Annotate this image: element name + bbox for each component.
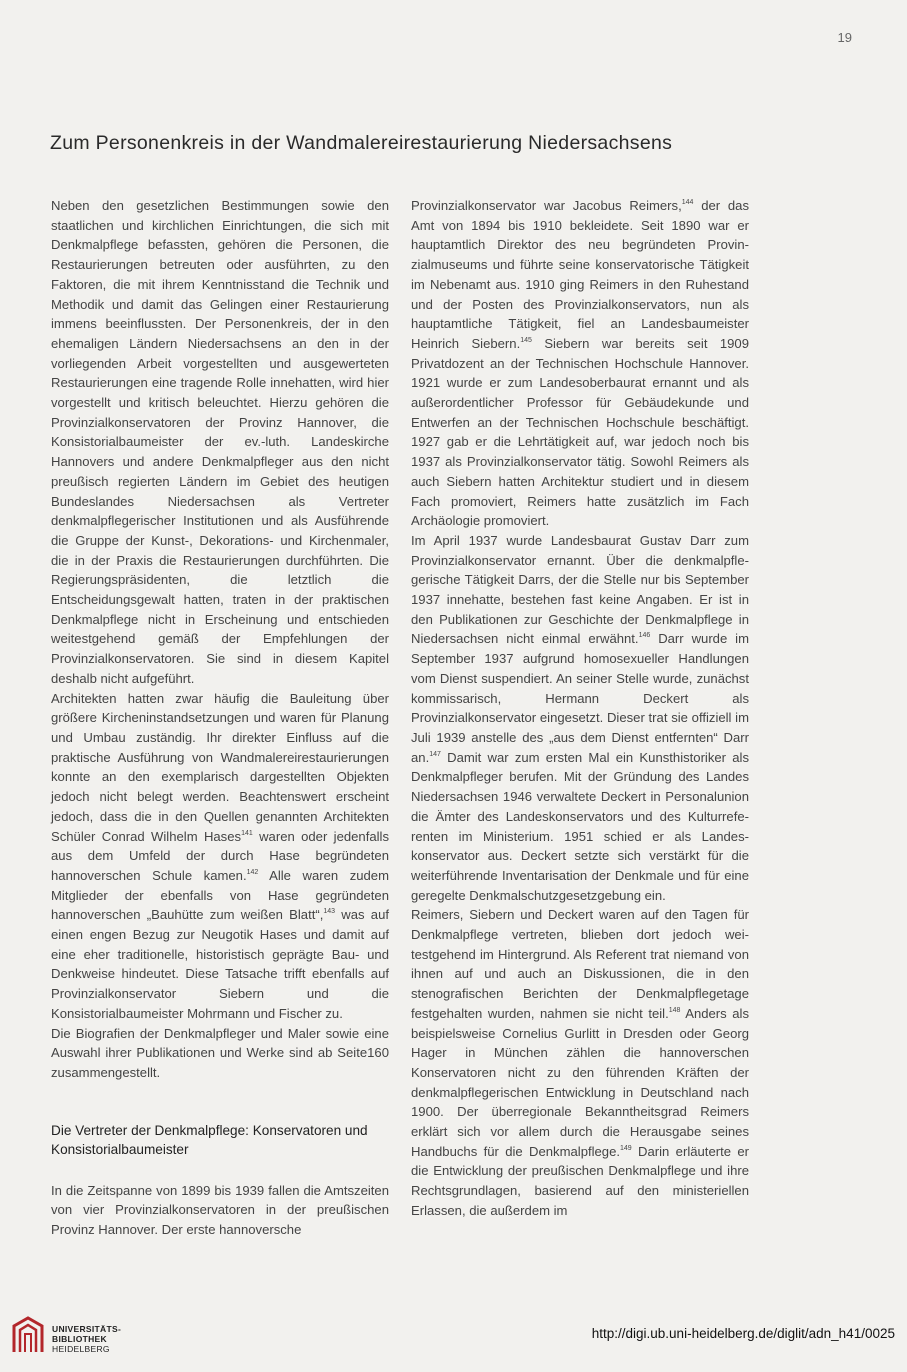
paragraph: Neben den gesetzlichen Bestimmungen sowie den staatlichen und kirchlichen Einrichtungen, die sich mit Denkmalpflege befassten, gehören die Personen, die Restaurierungen betreuten oder ausführten, zu den Faktoren, die mit ihrem Kenntnisstand die Technik und Methodik und damit das Gelingen einer Restaurierung immens beeinflussten. Der Personenkreis, der in den ehemaligen Ländern Niedersachsens an den in der vorliegenden Arbeit vorgestellten und ausgewerteten Restaurierungen eine tragende Rolle innehatten, wird hier vorgestellt und kritisch beleuchtet. Hierzu gehören die Provinzialkonservatoren der Provinz Hannover, die Konsistorialbaumeister der ev.-luth. Landeskirche Hannovers und andere Denkmalpfleger aus den nicht preußisch regierten Ländern im Gebiet des heutigen Bundeslandes Niedersachsen als Vertreter denkmalpflegerischer Institutionen und als Ausführende die Gruppe der Kunst-, Dekorations- und Kirchenmaler, die in der Praxis die Restaurierungen durchführten. Die Regierungspräsidenten, die letztlich die Entscheidungsgewalt hatten, traten in der praktischen Denkmalpflege nicht in Erscheinung und entschieden weitestgehend gemäß der Empfehlungen der Provinzialkonservatoren. Sie sind in diesem Kapitel deshalb nicht aufgeführt. bbox=[51, 198, 389, 686]
footnote-ref[interactable]: 148 bbox=[668, 1006, 681, 1014]
text: waren oder jedenfalls aus dem Umfeld der durch Hase begründeten hannoverschen Schule kamen. bbox=[51, 828, 389, 883]
footnote-ref[interactable]: 142 bbox=[246, 868, 259, 876]
page-title: Zum Personenkreis in der Wandmalereirestaurierung Niedersachsens bbox=[50, 132, 673, 154]
library-logo-icon bbox=[10, 1316, 46, 1356]
page-number: 19 bbox=[837, 30, 852, 45]
paragraph bbox=[411, 905, 749, 1220]
logo-line: UNIVERSITÄTS- bbox=[52, 1324, 122, 1334]
footnote-ref[interactable]: 141 bbox=[241, 829, 253, 837]
text: Provinzialkonservator war Jacobus Reimers, bbox=[411, 198, 682, 213]
text: Darin erläuterte er die Entwicklung der preußischen Denkmalpflege und ihre Rechtsgrundlagen, basierend auf den ministeriellen Erlassen, die außerdem im bbox=[411, 1143, 749, 1218]
text: Anders als beispielsweise Cornelius Gurlitt in Dresden oder Georg Hager in München zählen die hannoverschen Konservatoren nicht zu den führenden Kräften der denkmalpflegerischen Entwicklung in Deutschland nach 1900. Der überregionale Bekanntheitsgrad Reimers erklärt sich vor allem durch die Herausgabe seines Handbuchs für die Denkmalpflege. bbox=[411, 1005, 749, 1159]
footnote-ref[interactable]: 144 bbox=[681, 199, 694, 206]
text: Architekten hatten zwar häufig die Bauleitung über größere Kircheninstandsetzungen und waren für Planung und Umbau zuständig. Ihr direkter Einfluss auf die praktische Ausführung von Wandmalereirestaurierungen konnte an den exemplarisch dargestellten Objekten jedoch nicht belegt werden. Beachtenswert erscheint jedoch, dass die in den Quellen genannten Architekten Schüler Conrad Wilhelm Hases bbox=[51, 690, 389, 844]
footer bbox=[0, 1312, 907, 1372]
logo-line: HEIDELBERG bbox=[52, 1344, 110, 1354]
footnote-ref[interactable]: 143 bbox=[323, 908, 336, 916]
logo-line: BIBLIOTHEK bbox=[52, 1334, 107, 1344]
text: Alle waren zudem Mitglieder der ebenfalls von Hase gegründeten hannoverschen „Bauhütte zum weißen Blatt“, bbox=[51, 867, 389, 923]
text: Reimers, Siebern und Deckert waren auf den Tagen für Denkmalpflege vertreten, blieben dort jedoch weitestgehend im Hintergrund. Als Referent trat niemand von ihnen auf und auch an Diskussionen, die in den stenografischen Berichten der Denkmalpflegetage festgehalten wurden, nahmen sie nicht teil. bbox=[411, 907, 749, 1021]
footnote-ref[interactable]: 147 bbox=[429, 750, 441, 758]
paragraph bbox=[51, 689, 389, 1024]
paragraph bbox=[411, 531, 749, 905]
right-column bbox=[411, 196, 749, 1221]
footnote-ref[interactable]: 145 bbox=[520, 336, 532, 344]
text: Siebern war bereits seit 1909 Privatdozent an der Technischen Hochschule Hannover. 1921 wurde er zum Landesoberbaurat ernannt und als außerordentlicher Professor für Gebäudekunde und Entwerfen an der Technischen Hochschule beschäftigt. 1927 gab er die Lehrtätigkeit auf, war jedoch noch bis 1937 als Provinzialkonservator tätig. Sowohl Reimers als auch Siebern hatten Architektur studiert und in diesem Fach promoviert, Reimers hatte zusätzlich im Fach Archäologie promoviert. bbox=[411, 335, 749, 529]
source-url-link[interactable]: http://digi.ub.uni-heidelberg.de/diglit/adn_h41/0025 bbox=[591, 1326, 895, 1341]
footnote-ref[interactable]: 149 bbox=[620, 1144, 632, 1152]
text: was auf einen engen Bezug zur Neugotik Hases und damit auf eine eher traditionelle, historistisch geprägte Bau- und Denkweise hindeutet. Diese Tatsache trifft ebenfalls auf Provinzialkonservator Siebern und die Konsistorialbaumeister Mohrmann und Fischer zu. bbox=[51, 907, 389, 1021]
spacer bbox=[51, 1083, 389, 1121]
paragraph: In die Zeitspanne von 1899 bis 1939 fallen die Amtszeiten von vier Provinzialkonservatoren in der preußischen Provinz Hannover. Der erste hannoversche bbox=[51, 1182, 389, 1238]
paragraph: Die Biografien der Denkmalpfleger und Maler sowie eine Auswahl ihrer Publikationen und Werke sind ab Seite160 zusammengestellt. bbox=[51, 1025, 389, 1080]
text: Im April 1937 wurde Landesbaurat Gustav Darr zum Provinzialkonservator ernannt. Über die denkmalpflegerische Tätigkeit Darrs, der die Stelle nur bis September 1937 innehatte, bestehen fast keine Angaben. Er ist in den Publikationen zur Geschichte der Denkmalpflege in Niedersachsen nicht einmal erwähnt. bbox=[411, 532, 749, 647]
text: Damit war zum ersten Mal ein Kunsthistoriker als Denkmalpfleger berufen. Mit der Gründung des Landes Niedersachsen 1946 verwaltete Deckert in Personalunion die Ämter des Landeskonservators und des Kulturreferenten im Ministerium. 1951 schied er als Landeskonservator aus. Deckert setzte sich verstärkt für die weiterführende Inventarisation der Denkmale und für eine geregelte Denkmalschutzgesetzgebung ein. bbox=[411, 749, 749, 903]
text: Darr wurde im September 1937 aufgrund homosexueller Handlungen vom Dienst suspendiert. An seiner Stelle wurde, zunächst kommissarisch, Hermann Deckert als Provinzialkonservator eingesetzt. Dieser trat sie offiziell im Juli 1939 anstelle des „aus dem Dienst entfernten“ Darr an. bbox=[411, 631, 749, 765]
library-logo-text bbox=[52, 1324, 121, 1354]
paragraph bbox=[411, 196, 749, 531]
footnote-ref[interactable]: 146 bbox=[638, 632, 651, 640]
text: der das Amt von 1894 bis 1910 bekleidete. Seit 1890 war er hauptamtlich Direktor des neu begründeten Provinzialmuseums und führte seine konservatorische Tätigkeit im Nebenamt aus. 1910 ging Reimers in den Ruhestand und der Posten des Provinzialkonservators, nun als hauptamtliche Tätigkeit, fiel an Landesbaumeister Heinrich Siebern. bbox=[411, 198, 749, 351]
section-heading: Die Vertreter der Denkmalpflege: Konservatoren und Konsistorialbaumeister bbox=[51, 1122, 368, 1157]
left-column bbox=[51, 196, 389, 1240]
